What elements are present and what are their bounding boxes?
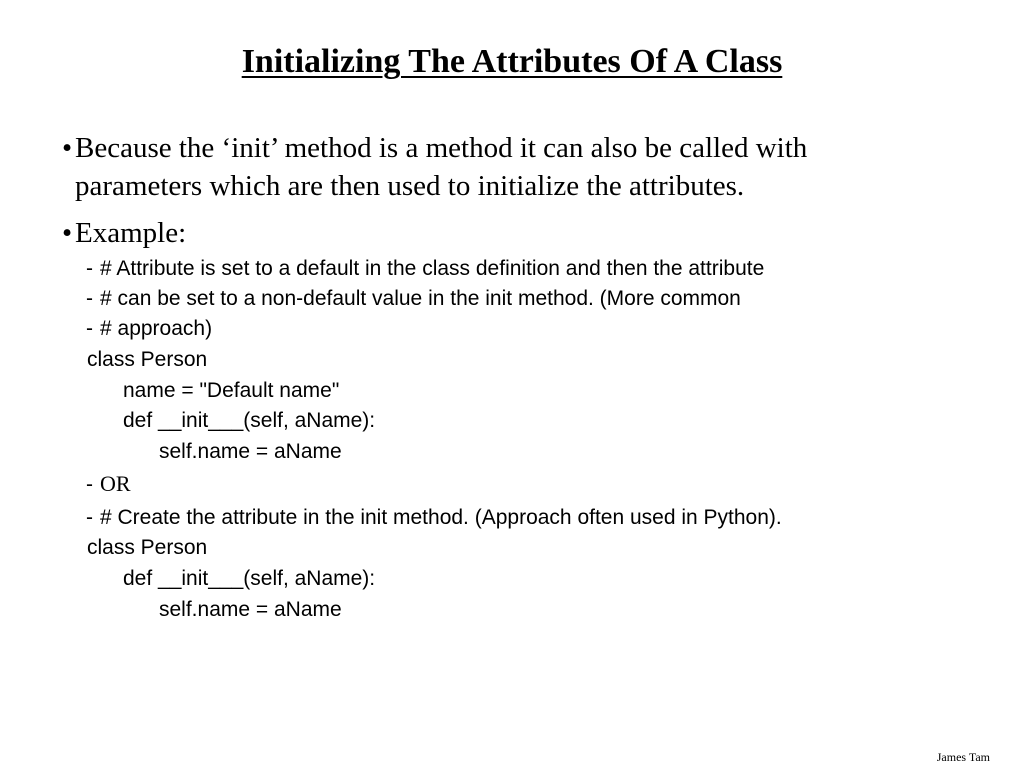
code-class-line: class Person — [87, 348, 208, 371]
dash-marker: - — [86, 287, 93, 310]
code-assign-line-2: self.name = aName — [159, 598, 342, 621]
comment-line-1 — [86, 254, 764, 284]
dash-marker: - — [86, 257, 93, 280]
bullet-example — [62, 214, 186, 252]
comment-text: # Create the attribute in the init method. (Approach often used in Python). — [100, 506, 782, 529]
comment-line-4 — [86, 503, 782, 533]
code-init-def-2: def __init___(self, aName): — [123, 567, 376, 590]
bullet-text-line1: Because the ‘init’ method is a method it can also be called with — [75, 132, 808, 164]
code-init-def: def __init___(self, aName): — [123, 409, 376, 432]
or-separator — [86, 469, 131, 500]
comment-line-2 — [86, 284, 741, 314]
dash-marker: - — [86, 506, 93, 529]
bullet-init-method — [62, 129, 962, 205]
bullet-text-line2: parameters which are then used to initialize the attributes. — [75, 170, 745, 202]
or-text: OR — [100, 471, 131, 496]
dash-marker: - — [86, 473, 93, 496]
comment-text: # Attribute is set to a default in the class definition and then the attribute — [100, 257, 765, 280]
code-class-line-2: class Person — [87, 536, 208, 559]
dash-marker: - — [86, 317, 93, 340]
slide-title: Initializing The Attributes Of A Class — [241, 43, 783, 80]
bullet-marker: • — [62, 217, 73, 249]
code-attribute-default: name = "Default name" — [123, 379, 340, 402]
code-assign-line: self.name = aName — [159, 440, 342, 463]
bullet-marker: • — [62, 132, 73, 164]
comment-text: # approach) — [100, 317, 213, 340]
footer-author: James Tam — [936, 750, 990, 764]
comment-text: # can be set to a non-default value in the init method. (More common — [100, 287, 741, 310]
comment-line-3 — [86, 314, 212, 344]
bullet-example-label: Example: — [75, 217, 187, 249]
